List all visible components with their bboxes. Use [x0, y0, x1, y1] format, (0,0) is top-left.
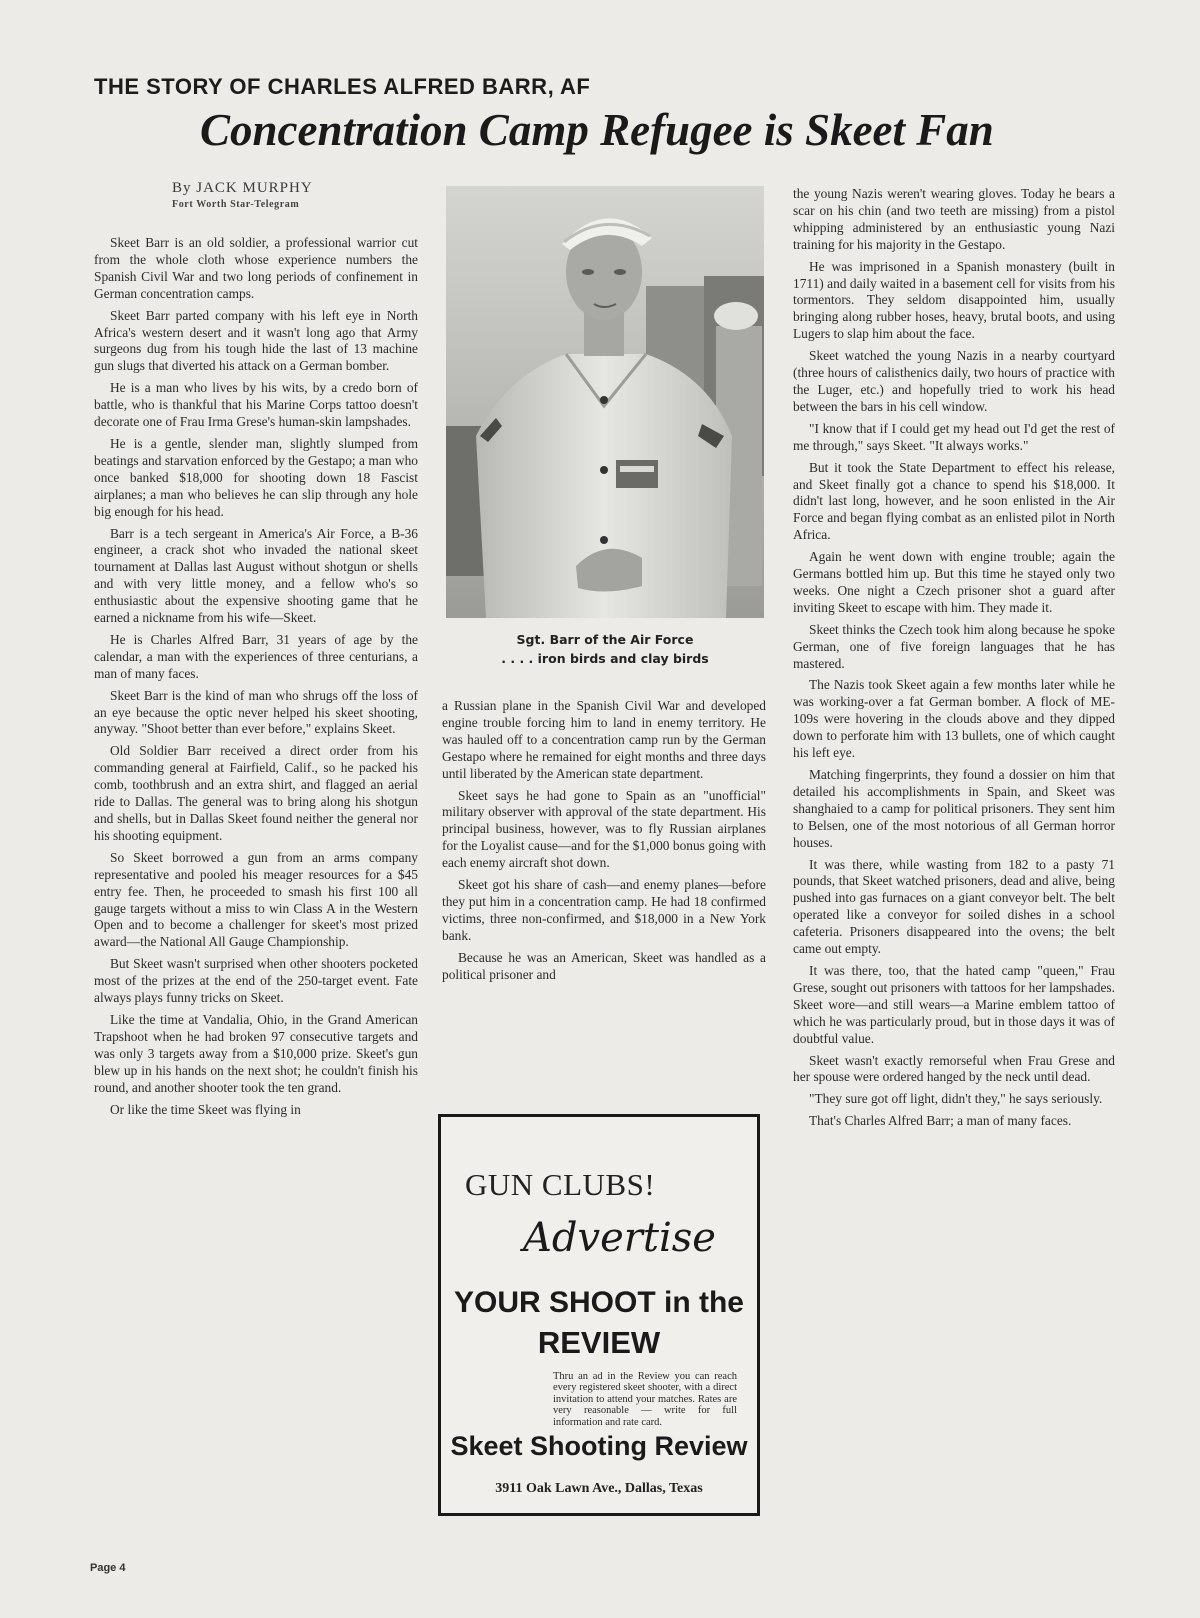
paragraph: Skeet Barr is the kind of man who shrugs off the loss of an eye because the optic never helped his skeet shooting, anyway. "Shoot better than ever before," explains Skeet. — [94, 687, 418, 737]
article-column-3 — [793, 186, 1115, 1516]
paragraph: Skeet Barr is an old soldier, a professional warrior cut from the whole cloth whose experience numbers the Spanish Civil War and two long periods of confinement in German concentration camps. — [94, 235, 418, 301]
paragraph: He is a man who lives by his wits, by a credo born of battle, who is thankful that his Marine Corps tattoo doesn't decorate one of Frau Irma Grese's human-skin lampshades. — [94, 380, 418, 430]
paragraph: Skeet Barr parted company with his left eye in North Africa's western desert and it wasn't long ago that Army surgeons dug from his tough hide the last of 13 machine gun slugs that diverted his attack on a German bomber. — [94, 307, 418, 374]
paragraph: He was imprisoned in a Spanish monastery (built in 1711) and daily waited in a basement cell for visits from his tormentors. They seldom disappointed him, usually bringing along rubber hoses, heavy, brutal boots, and using Lugers to slap him about the face. — [793, 258, 1115, 342]
paragraph: Old Soldier Barr received a direct order from his commanding general at Fairfield, Calif., so he packed his comb, toothbrush and an extra shirt, and flagged an aerial ride to Dallas. The general was to bring along his shotgun and shells, but in Dallas Skeet found neither the general nor his shooting equipment. — [94, 743, 418, 843]
article-headline: Concentration Camp Refugee is Skeet Fan — [200, 105, 994, 155]
ad-review-line: REVIEW — [537, 1325, 661, 1360]
paragraph: Skeet got his share of cash—and enemy planes—before they put him in a concentration camp. He had 18 confirmed victims, three non-confirmed, and $18,000 in a New York bank. — [442, 877, 766, 943]
ad-gun-clubs: GUN CLUBS! — [465, 1167, 656, 1202]
soldier-photo-illustration — [446, 186, 764, 618]
caption-line-1: Sgt. Barr of the Air Force — [516, 632, 694, 647]
paragraph: Like the time at Vandalia, Ohio, in the Grand American Trapshoot when he had broken 97 consecutive targets and was only 3 targets away from a $10,000 prize. Skeet's gun blew up in his hands on the next shot; he couldn't finish his round, and another shooter took the ten grand. — [94, 1011, 418, 1095]
page-number: Page 4 — [90, 1562, 126, 1574]
paragraph: It was there, while wasting from 182 to a pasty 71 pounds, that Skeet watched prisoners, dead and alive, being pushed into gas furnaces on a giant conveyor belt. The belt operated like a conveyor for soiled dishes in a school cafeteria. Prisoners disappeared into the ovens; the belt came out empty. — [793, 856, 1115, 957]
ad-publication-name: Skeet Shooting Review — [450, 1431, 748, 1461]
paragraph: He is Charles Alfred Barr, 31 years of age by the calendar, a man with the experiences of three centurians, a man of many faces. — [94, 631, 418, 681]
paragraph: Or like the time Skeet was flying in — [110, 1101, 301, 1117]
paragraph: "They sure got off light, didn't they," he says seriously. — [809, 1091, 1103, 1107]
paragraph: Because he was an American, Skeet was handled as a political prisoner and — [442, 949, 766, 982]
caption-line-2: . . . . iron birds and clay birds — [501, 651, 709, 666]
paragraph: The Nazis took Skeet again a few months later while he was working-over a fat German bomber. A flock of ME-109s were hovering in the clouds above and they dipped down to perforate him with 13 bullets, one of which caught his left eye. — [793, 677, 1115, 761]
article-column-2 — [442, 698, 766, 1028]
ad-your-shoot-line: YOUR SHOOT in the — [453, 1286, 744, 1319]
paragraph: But it took the State Department to effect his release, and Skeet finally got a chance to spend his $18,000. It didn't last long, however, and he soon enlisted in the Air Force and began flying combat as an enlisted pilot in North Africa. — [793, 459, 1115, 543]
paragraph: He is a gentle, slender man, slightly slumped from beatings and starvation enforced by the Gestapo; a man who once banked $18,000 for shooting down 18 Fascist airplanes; a man who believes he can slip through any hole big enough for his head. — [94, 435, 418, 519]
article-column-1 — [94, 235, 418, 1511]
ad-your-shoot — [441, 1283, 757, 1363]
paragraph: Skeet watched the young Nazis in a nearby courtyard (three hours of calisthenics daily, two hours of practice with the Luger, etc.) and hopefully tried to work his head between the bars in his cell window. — [793, 348, 1115, 414]
paragraph: Again he went down with engine trouble; again the Germans bottled him up. But this time he stayed only two weeks. One night a Czech prisoner shot a guard after inviting Skeet to escape with him. They made it. — [793, 549, 1115, 615]
ad-advertise: Advertise — [523, 1215, 716, 1261]
ad-blurb: Thru an ad in the Review you can reach every registered skeet shooter, with a direct invitation to attend your matches. Rates are very reasonable — write for full information and rate card. — [553, 1371, 737, 1428]
paragraph: It was there, too, that the hated camp "queen," Frau Grese, sought out prisoners with tattoos for her lampshades. Skeet wore—and still wears—a Marine emblem tattoo of which he was particularly proud, but in those days it was of doubtful value. — [793, 962, 1115, 1046]
article-kicker: THE STORY OF CHARLES ALFRED BARR, AF — [94, 74, 591, 99]
paragraph: That's Charles Alfred Barr; a man of many faces. — [809, 1113, 1072, 1129]
paragraph: a Russian plane in the Spanish Civil War and developed engine trouble forcing him to land in enemy territory. He was hauled off to a concentration camp run by the German Gestapo where he remained for eight months and three days until liberated by the American state department. — [442, 698, 766, 781]
ad-address: 3911 Oak Lawn Ave., Dallas, Texas — [495, 1481, 703, 1496]
photo-caption — [446, 630, 764, 668]
paragraph: Barr is a tech sergeant in America's Air Force, a B-36 engineer, a crack shot who invaded the national skeet tournament at Dallas last August without shotgun or shells and with very little money, and a fellow who's so enthusiastic about the expensive shooting game that he earned a nickname from his wife—Skeet. — [94, 525, 418, 626]
paragraph: So Skeet borrowed a gun from an arms company representative and pooled his meager resources for a $45 entry fee. Then, he proceeded to smash his first 100 all gauge targets without a miss to win Class A in the Western Open and to become a challenger for skeet's most prized award—the National All Gauge Championship. — [94, 849, 418, 950]
paragraph: Skeet thinks the Czech took him along because he spoke German, one of five foreign languages that he has mastered. — [793, 621, 1115, 671]
paragraph: But Skeet wasn't surprised when other shooters pocketed most of the prizes at the end of the 250-target event. Fate always plays funny tricks on Skeet. — [94, 956, 418, 1006]
paragraph: Skeet says he had gone to Spain as an "unofficial" military observer with approval of the state department. His principal business, however, was to fly Russian airplanes for the Loyalist cause—and for the $1,000 bonus going with each enemy aircraft shot down. — [442, 787, 766, 871]
advertisement-box — [438, 1114, 760, 1516]
byline — [172, 180, 313, 210]
author-name: By JACK MURPHY — [172, 180, 313, 196]
paragraph: Matching fingerprints, they found a dossier on him that detailed his accomplishments in Spain, and Skeet was shanghaied to a camp for political prisoners. They sent him to Belsen, one of the most notorious of all German horror houses. — [793, 767, 1115, 850]
paragraph: "I know that if I could get my head out I'd get the rest of me through," says Skeet. "It always works." — [793, 420, 1115, 453]
paragraph: Skeet wasn't exactly remorseful when Frau Grese and her spouse were ordered hanged by the neck until dead. — [793, 1052, 1115, 1085]
paragraph: the young Nazis weren't wearing gloves. Today he bears a scar on his chin (and two teeth are missing) from a pistol whipping administered by an enthusiastic young Nazi training for his majority in the Gestapo. — [793, 186, 1115, 252]
portrait-photo — [446, 186, 764, 618]
author-newspaper: Fort Worth Star-Telegram — [172, 199, 300, 210]
